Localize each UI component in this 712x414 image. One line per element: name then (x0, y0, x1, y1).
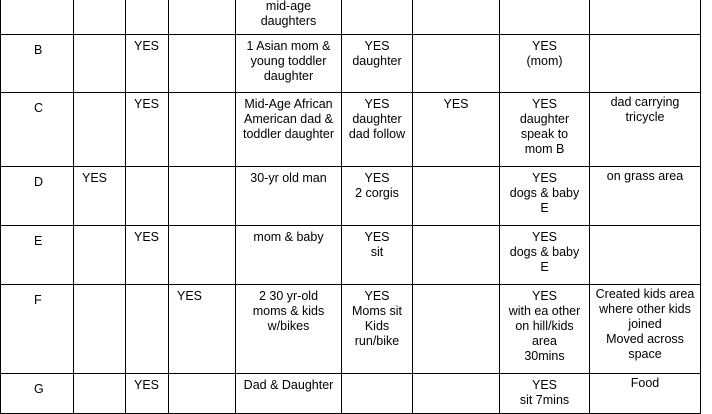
note-cell (590, 0, 701, 35)
description-cell: Dad & Daughter (236, 374, 342, 414)
yes-cell: YES (126, 35, 169, 93)
yes-cell: YES (126, 374, 169, 414)
row-label-cell: D (1, 167, 74, 226)
activity-cell (342, 0, 413, 35)
yes-cell (169, 226, 236, 285)
yes-cell (74, 35, 126, 93)
activity-cell: YES daughter (342, 35, 413, 93)
table-row (1, 285, 701, 374)
yes-cell (169, 0, 236, 35)
table-row (1, 374, 701, 414)
engagement-cell: YES dogs & baby E (500, 167, 590, 226)
interaction-cell (413, 167, 500, 226)
yes-cell (169, 93, 236, 167)
yes-cell (74, 0, 126, 35)
yes-cell (169, 35, 236, 93)
interaction-cell: YES (413, 93, 500, 167)
activity-cell: YES Moms sit Kids run/bike (342, 285, 413, 374)
engagement-cell: YES with ea other on hill/kids area 30mins (500, 285, 590, 374)
interaction-cell (413, 35, 500, 93)
row-label-cell: E (1, 226, 74, 285)
interaction-cell (413, 0, 500, 35)
engagement-cell: YES sit 7mins (500, 374, 590, 414)
note-cell: Food (590, 374, 701, 414)
yes-cell: YES (74, 167, 126, 226)
yes-cell (126, 167, 169, 226)
engagement-cell: YES dogs & baby E (500, 226, 590, 285)
engagement-cell: YES (mom) (500, 35, 590, 93)
yes-cell: YES (126, 93, 169, 167)
engagement-cell: YES daughter speak to mom B (500, 93, 590, 167)
engagement-cell (500, 0, 590, 35)
note-cell: Created kids area where other kids joined Moved across space (590, 285, 701, 374)
interaction-cell (413, 374, 500, 414)
row-label-cell: G (1, 374, 74, 414)
description-cell: 30-yr old man (236, 167, 342, 226)
table-row (1, 226, 701, 285)
interaction-cell (413, 226, 500, 285)
note-cell (590, 226, 701, 285)
note-cell (590, 35, 701, 93)
row-label-cell: B (1, 35, 74, 93)
yes-cell (74, 374, 126, 414)
activity-cell (342, 374, 413, 414)
table-row (1, 93, 701, 167)
activity-cell: YES 2 corgis (342, 167, 413, 226)
yes-cell: YES (126, 226, 169, 285)
yes-cell (169, 374, 236, 414)
row-label-cell: C (1, 93, 74, 167)
description-cell: 2 30 yr-old moms & kids w/bikes (236, 285, 342, 374)
row-label-cell: F (1, 285, 74, 374)
yes-cell (74, 285, 126, 374)
row-label-cell (1, 0, 74, 35)
description-cell: 1 Asian mom & young toddler daughter (236, 35, 342, 93)
description-cell: Mid-Age African American dad & toddler daughter (236, 93, 342, 167)
yes-cell: YES (169, 285, 236, 374)
table-row (1, 167, 701, 226)
yes-cell (74, 226, 126, 285)
description-cell: mid-age daughters (236, 0, 342, 35)
activity-cell: YES daughter dad follow (342, 93, 413, 167)
yes-cell (74, 93, 126, 167)
yes-cell (126, 285, 169, 374)
activity-cell: YES sit (342, 226, 413, 285)
table-row (1, 0, 701, 35)
interaction-cell (413, 285, 500, 374)
description-cell: mom & baby (236, 226, 342, 285)
yes-cell (126, 0, 169, 35)
note-cell: dad carrying tricycle (590, 93, 701, 167)
table-row (1, 35, 701, 93)
yes-cell (169, 167, 236, 226)
note-cell: on grass area (590, 167, 701, 226)
